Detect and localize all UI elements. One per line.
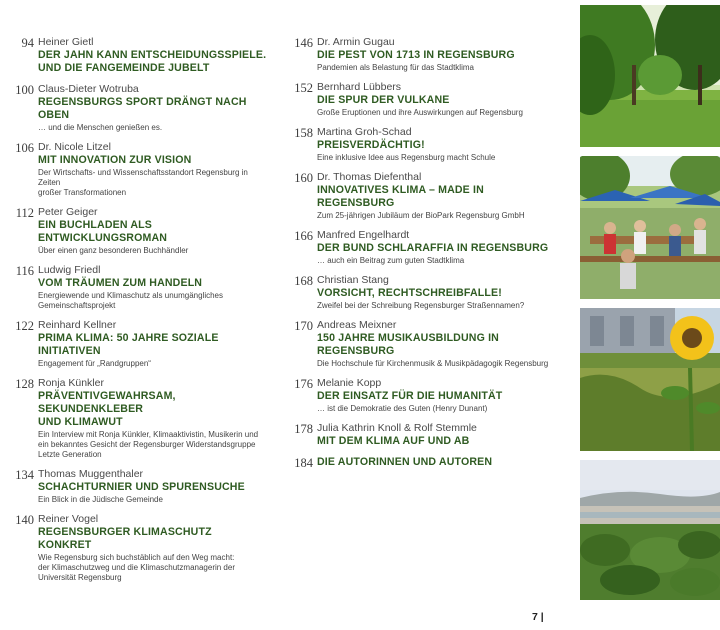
toc-entry[interactable]	[285, 319, 553, 369]
toc-entry[interactable]	[6, 206, 268, 256]
article-title: VOM TRÄUMEN ZUM HANDELN	[38, 277, 203, 289]
author: Julia Kathrin Knoll & Rolf Stemmle	[317, 422, 477, 434]
aerial-city-photo	[580, 460, 720, 600]
toc-entry[interactable]	[285, 377, 553, 414]
toc-entry[interactable]	[6, 83, 268, 133]
toc-entry[interactable]	[285, 422, 553, 448]
article-subtitle: … auch ein Beitrag zum guten Stadtklima	[317, 256, 465, 265]
page-number: 158	[294, 126, 313, 140]
article-title: 150 JAHRE MUSIKAUSBILDUNG IN REGENSBURG	[317, 332, 499, 357]
page-number: 160	[294, 171, 313, 185]
article-subtitle: Energiewende und Klimaschutz als unumgängliches Gemeinschaftsprojekt	[38, 291, 223, 310]
author: Bernhard Lübbers	[317, 81, 402, 93]
article-title: DER EINSATZ FÜR DIE HUMANITÄT	[317, 390, 503, 402]
article-subtitle: … ist die Demokratie des Guten (Henry Dunant)	[317, 404, 488, 413]
toc-entry[interactable]	[285, 81, 553, 118]
author: Dr. Thomas Diefenthal	[317, 171, 422, 183]
toc-middle-column	[285, 36, 553, 477]
author: Thomas Muggenthaler	[38, 468, 144, 480]
page-number: 116	[15, 264, 34, 278]
author: Andreas Meixner	[317, 319, 397, 331]
article-subtitle: Der Wirtschafts- und Wissenschaftsstandort Regensburg in Zeiten großer Transformationen	[38, 168, 248, 197]
beer-garden-photo	[580, 156, 720, 299]
toc-entry[interactable]	[285, 229, 553, 266]
page-number: 128	[15, 377, 34, 391]
page-number: 166	[294, 229, 313, 243]
toc-entry[interactable]	[6, 141, 268, 198]
article-subtitle: Über einen ganz besonderen Buchhändler	[38, 246, 189, 255]
author: Dr. Armin Gugau	[317, 36, 395, 48]
article-title: MIT DEM KLIMA AUF UND AB	[317, 435, 470, 447]
page-number: 168	[294, 274, 313, 288]
page-number: 100	[15, 83, 34, 97]
article-title: MIT INNOVATION ZUR VISION	[38, 154, 192, 166]
toc-entry[interactable]	[6, 377, 268, 460]
author: Claus-Dieter Wotruba	[38, 83, 139, 95]
article-title: VORSICHT, RECHTSCHREIBFALLE!	[317, 287, 502, 299]
article-title: PREISVERDÄCHTIG!	[317, 139, 425, 151]
article-title: DIE SPUR DER VULKANE	[317, 94, 450, 106]
page-number: 176	[294, 377, 313, 391]
article-title: EIN BUCHLADEN ALS ENTWICKLUNGSROMAN	[38, 219, 168, 244]
author: Peter Geiger	[38, 206, 98, 218]
toc-entry[interactable]	[285, 171, 553, 221]
article-title: PRIMA KLIMA: 50 JAHRE SOZIALE INITIATIVEN	[38, 332, 219, 357]
author: Ludwig Friedl	[38, 264, 101, 276]
page-number: 140	[15, 513, 34, 527]
page-number: 112	[15, 206, 34, 220]
page-number: 146	[294, 36, 313, 50]
page-number: 106	[15, 141, 34, 155]
article-title: SCHACHTURNIER UND SPURENSUCHE	[38, 481, 245, 493]
author: Dr. Nicole Litzel	[38, 141, 111, 153]
article-title: INNOVATIVES KLIMA – MADE IN REGENSBURG	[317, 184, 484, 209]
article-subtitle: Zum 25-jährigen Jubiläum der BioPark Regensburg GmbH	[317, 211, 525, 220]
article-subtitle: Ein Interview mit Ronja Künkler, Klimaaktivistin, Musikerin und ein bekanntes Gesicht der Regensburger Widerstandsgruppe Letzte Generation	[38, 430, 259, 459]
author: Heiner Gietl	[38, 36, 94, 48]
article-subtitle: Zweifel bei der Schreibung Regensburger Straßennamen?	[317, 301, 525, 310]
author: Manfred Engelhardt	[317, 229, 410, 241]
toc-entry[interactable]	[285, 274, 553, 311]
article-title: DER BUND SCHLARAFFIA IN REGENSBURG	[317, 242, 549, 254]
article-subtitle: Eine inklusive Idee aus Regensburg macht Schule	[317, 153, 496, 162]
page-number: 170	[294, 319, 313, 333]
article-subtitle: Die Hochschule für Kirchenmusik & Musikpädagogik Regensburg	[317, 359, 549, 368]
article-title: REGENSBURGS SPORT DRÄNGT NACH OBEN	[38, 96, 247, 121]
page-number: 184	[294, 456, 313, 470]
author: Melanie Kopp	[317, 377, 382, 389]
article-title: DIE PEST VON 1713 IN REGENSBURG	[317, 49, 515, 61]
park-photo	[580, 5, 720, 147]
toc-entry[interactable]	[6, 36, 268, 75]
page-number: 122	[15, 319, 34, 333]
page-number: 134	[15, 468, 34, 482]
article-subtitle: Große Eruptionen und ihre Auswirkungen auf Regensburg	[317, 108, 523, 117]
article-subtitle: Wie Regensburg sich buchstäblich auf den Weg macht: der Klimaschutzweg und die Klimaschutzmanagerin der Universität Regensburg	[38, 553, 235, 582]
sunflower-photo	[580, 308, 720, 451]
toc-entry[interactable]	[285, 36, 553, 73]
article-subtitle: Engagement für „Randgruppen“	[38, 359, 151, 368]
article-subtitle: … und die Menschen genießen es.	[38, 123, 163, 132]
author: Reiner Vogel	[38, 513, 99, 525]
article-title: REGENSBURGER KLIMASCHUTZ KONKRET	[38, 526, 212, 551]
author: Martina Groh-Schad	[317, 126, 412, 138]
page-number: 178	[294, 422, 313, 436]
toc-entry[interactable]	[6, 319, 268, 369]
article-subtitle: Pandemien als Belastung für das Stadtklima	[317, 63, 474, 72]
page-number: 94	[21, 36, 34, 50]
page-number: 152	[294, 81, 313, 95]
author: Christian Stang	[317, 274, 389, 286]
toc-entry[interactable]	[6, 513, 268, 583]
toc-left-column	[6, 36, 268, 591]
article-title: DER JAHN KANN ENTSCHEIDUNGSSPIELE. UND DIE FANGEMEINDE JUBELT	[38, 49, 267, 74]
toc-entry[interactable]	[6, 264, 268, 311]
toc-entry[interactable]	[6, 468, 268, 505]
toc-entry[interactable]	[285, 126, 553, 163]
toc-entry[interactable]	[285, 456, 553, 469]
page-folio: 7 |	[532, 611, 544, 623]
article-subtitle: Ein Blick in die Jüdische Gemeinde	[38, 495, 163, 504]
article-title: DIE AUTORINNEN UND AUTOREN	[317, 456, 493, 468]
author: Reinhard Kellner	[38, 319, 117, 331]
author: Ronja Künkler	[38, 377, 104, 389]
article-title: PRÄVENTIVGEWAHRSAM, SEKUNDENKLEBER UND KLIMAWUT	[38, 390, 176, 428]
